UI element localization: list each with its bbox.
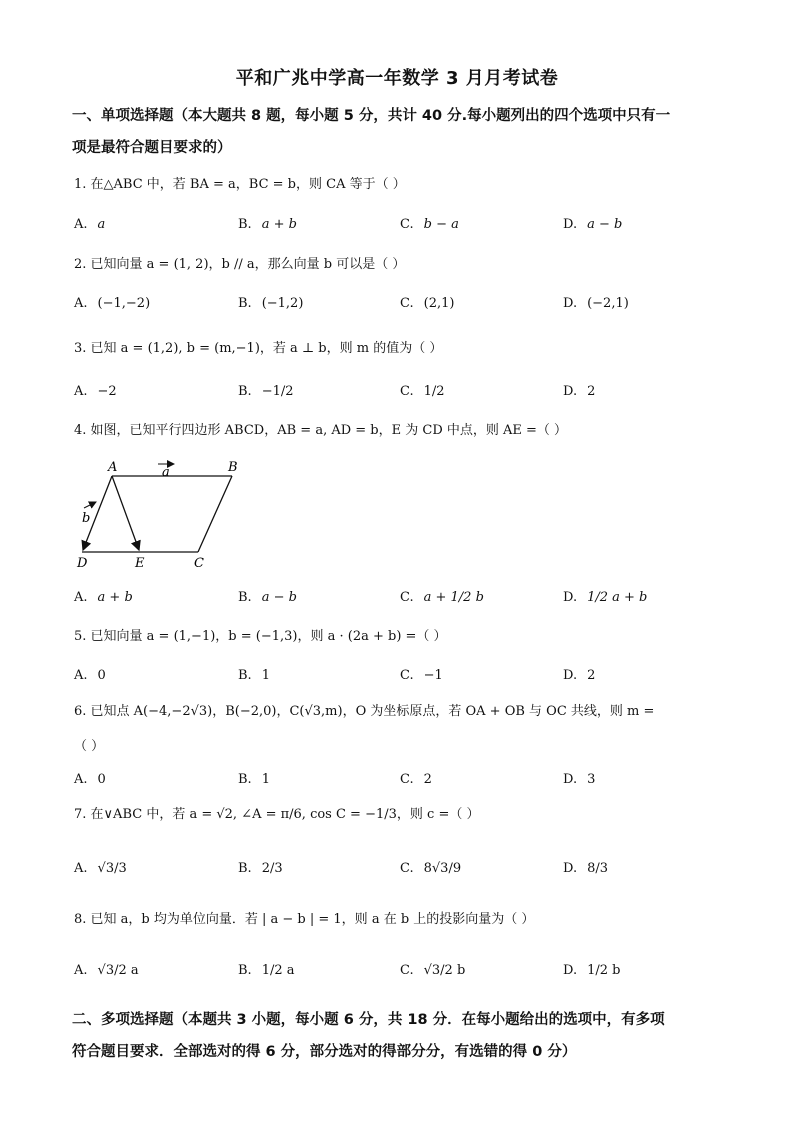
question-3-options [74, 376, 724, 406]
question-3-stem: 3. 已知 a = (1,2), b = (m,−1)，若 a ⊥ b，则 m 的值为（ ） [74, 341, 443, 356]
question-5-options [74, 660, 724, 690]
vector-ae [112, 476, 139, 550]
question-4-options [74, 582, 724, 612]
option-d[interactable]: D. 8/3 [563, 860, 609, 876]
page-title: 平和广兆中学高一年数学 3 月月考试卷 [235, 68, 559, 89]
vector-b-label: b [82, 511, 91, 526]
option-c[interactable]: C. a + 1/2 b [400, 589, 484, 605]
option-a[interactable]: A. 0 [74, 667, 106, 683]
option-b[interactable]: B. a − b [238, 589, 297, 605]
option-b[interactable]: B. 2/3 [238, 860, 283, 876]
option-d[interactable]: D. 1/2 a + b [563, 589, 648, 605]
section-1-line-1: 一、单项选择题（本大题共 8 题，每小题 5 分，共计 40 分.每小题列出的四个选项中只有一 [72, 108, 671, 124]
parallelogram-figure [70, 456, 250, 571]
section-2-line-2: 符合题目要求．全部选对的得 6 分，部分选对的得部分分，有选错的得 0 分） [72, 1044, 577, 1060]
option-d[interactable]: D. 2 [563, 667, 596, 683]
option-b[interactable]: B. −1/2 [238, 383, 294, 399]
section-1-line-2: 项是最符合题目要求的） [72, 140, 232, 156]
option-c[interactable]: C. −1 [400, 667, 443, 683]
option-d[interactable]: D. 2 [563, 383, 596, 399]
section-2-line-1: 二、多项选择题（本题共 3 小题，每小题 6 分，共 18 分．在每小题给出的选项中，有多项 [72, 1012, 665, 1028]
question-6-stem: 6. 已知点 A(−4,−2√3)，B(−2,0)，C(√3,m)，O 为坐标原点，若 OA + OB 与 OC 共线，则 m = [74, 704, 655, 719]
point-d: D [77, 556, 88, 571]
option-a[interactable]: A. √3/3 [74, 860, 127, 876]
option-c[interactable]: C. b − a [400, 216, 459, 232]
section-1-heading [72, 100, 732, 164]
option-a[interactable]: A. (−1,−2) [74, 295, 151, 311]
question-6-answer-blank: （ ） [74, 739, 105, 754]
question-4-stem: 4. 如图，已知平行四边形 ABCD，AB = a, AD = b，E 为 CD 中点，则 AE =（ ） [74, 423, 568, 438]
option-b[interactable]: B. 1 [238, 771, 270, 787]
option-b[interactable]: B. 1/2 a [238, 962, 295, 978]
point-a: A [108, 460, 118, 475]
point-c: C [194, 556, 204, 571]
vector-a-label: a [162, 465, 170, 480]
option-a[interactable]: A. −2 [74, 383, 117, 399]
question-5-stem: 5. 已知向量 a = (1,−1)，b = (−1,3)，则 a · (2a + b) =（ ） [74, 629, 447, 644]
question-7-stem: 7. 在∨ABC 中，若 a = √2, ∠A = π/6, cos C = −1/3，则 c =（ ） [74, 807, 480, 822]
question-8-options [74, 955, 724, 985]
question-8-stem: 8. 已知 a，b 均为单位向量．若 | a − b | = 1，则 a 在 b 上的投影向量为（ ） [74, 912, 535, 927]
option-c[interactable]: C. 2 [400, 771, 432, 787]
point-b: B [228, 460, 238, 475]
vector-b-label-arrow [84, 502, 96, 508]
option-b[interactable]: B. 1 [238, 667, 270, 683]
option-a[interactable]: A. 0 [74, 771, 106, 787]
option-c[interactable]: C. (2,1) [400, 295, 455, 311]
option-d[interactable]: D. 1/2 b [563, 962, 621, 978]
point-e: E [135, 556, 145, 571]
option-d[interactable]: D. (−2,1) [563, 295, 629, 311]
option-c[interactable]: C. 1/2 [400, 383, 445, 399]
question-2-stem: 2. 已知向量 a = (1, 2)，b // a，那么向量 b 可以是（ ） [74, 257, 406, 272]
option-d[interactable]: D. a − b [563, 216, 623, 232]
option-b[interactable]: B. (−1,2) [238, 295, 304, 311]
option-d[interactable]: D. 3 [563, 771, 596, 787]
question-1-options [74, 209, 724, 239]
question-6-options [74, 764, 724, 794]
question-2-options [74, 288, 724, 318]
option-c[interactable]: C. √3/2 b [400, 962, 466, 978]
option-b[interactable]: B. a + b [238, 216, 297, 232]
option-a[interactable]: A. a + b [74, 589, 133, 605]
option-a[interactable]: A. √3/2 a [74, 962, 139, 978]
question-7-options [74, 853, 724, 883]
option-a[interactable]: A. a [74, 216, 106, 232]
question-1-stem: 1. 在△ABC 中，若 BA = a，BC = b，则 CA 等于（ ） [74, 177, 406, 192]
section-2-heading [72, 1004, 732, 1068]
side-bc [198, 476, 232, 552]
option-c[interactable]: C. 8√3/9 [400, 860, 462, 876]
